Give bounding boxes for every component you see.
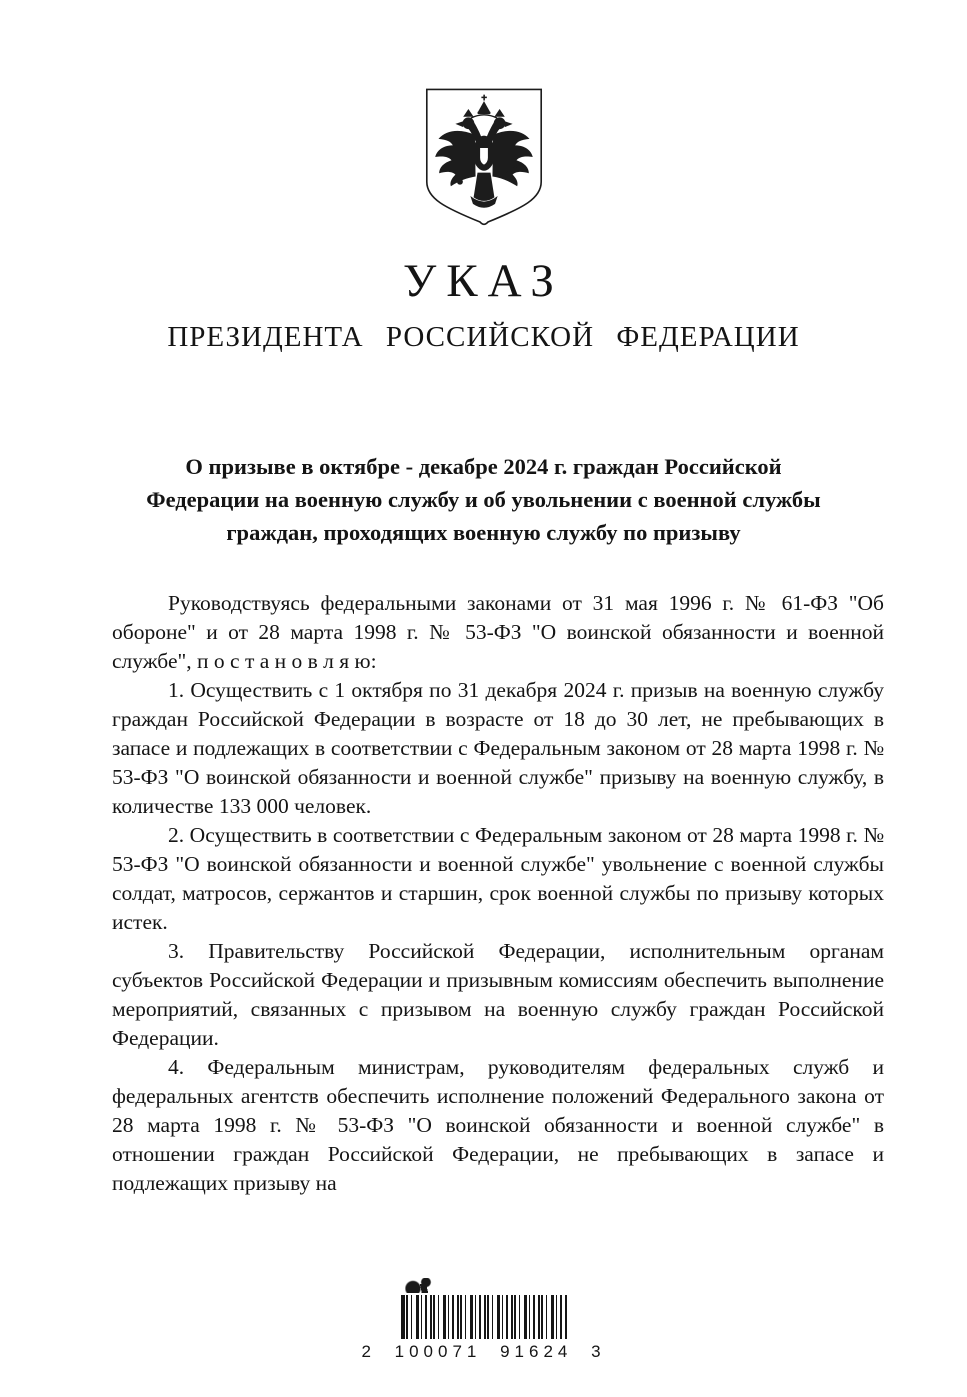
barcode-digits: 2 100071 91624 3 <box>361 1342 606 1361</box>
decree-paragraph-3: 3. Правительству Российской Федерации, исполнительным органам субъектов Российской Федерации и призывным комиссиям обеспечить выполнение мероприятий, связанных с призывом на военную службу граждан Российской Федерации. <box>112 939 884 1050</box>
doc-type-title: УКАЗ <box>403 255 564 307</box>
decree-paragraph-1: 1. Осуществить с 1 октября по 31 декабря 2024 г. призыв на военную службу граждан Российской Федерации в возрасте от 18 до 30 лет, не пребывающих в запасе и подлежащих в соответствии с Федеральным законом от 28 марта 1998 г. № 53-ФЗ "О воинской обязанности и военной службе" призыву на военную службу, в количестве 133 000 человек. <box>112 678 884 818</box>
decree-paragraph-2: 2. Осуществить в соответствии с Федеральным законом от 28 марта 1998 г. № 53-ФЗ "О воинской обязанности и военной службе" увольнение с военной службы солдат, матросов, сержантов и старшин, срок военной службы по призыву которых истек. <box>112 823 884 934</box>
print-mark <box>405 1278 443 1293</box>
barcode-inner <box>361 1278 606 1362</box>
decree-body <box>112 589 884 1198</box>
double-headed-eagle-icon <box>419 84 549 234</box>
issuer-title: ПРЕЗИДЕНТА РОССИЙСКОЙ ФЕДЕРАЦИИ <box>167 321 800 353</box>
russian-coat-of-arms <box>419 84 549 234</box>
barcode <box>0 1278 967 1362</box>
barcode-bars <box>401 1295 567 1339</box>
decree-paragraph-4: 4. Федеральным министрам, руководителям федеральных служб и федеральных агентств обеспечить исполнение положений Федерального закона от 28 марта 1998 г. № 53-ФЗ "О воинской обязанности и военной службе" в отношении граждан Российской Федерации, не пребывающих в запасе и подлежащих призыву на <box>112 1055 884 1195</box>
decree-paragraph-preamble: Руководствуясь федеральными законами от 31 мая 1996 г. № 61-ФЗ "Об обороне" и от 28 марта 1998 г. № 53-ФЗ "О воинской обязанности и военной службе", п о с т а н о в л я ю: <box>112 591 884 673</box>
decree-subject-heading: О призыве в октябре - декабре 2024 г. граждан Российской Федерации на военную службу и об увольнении с военной службы граждан, проходящих военную службу по призыву <box>146 454 821 545</box>
